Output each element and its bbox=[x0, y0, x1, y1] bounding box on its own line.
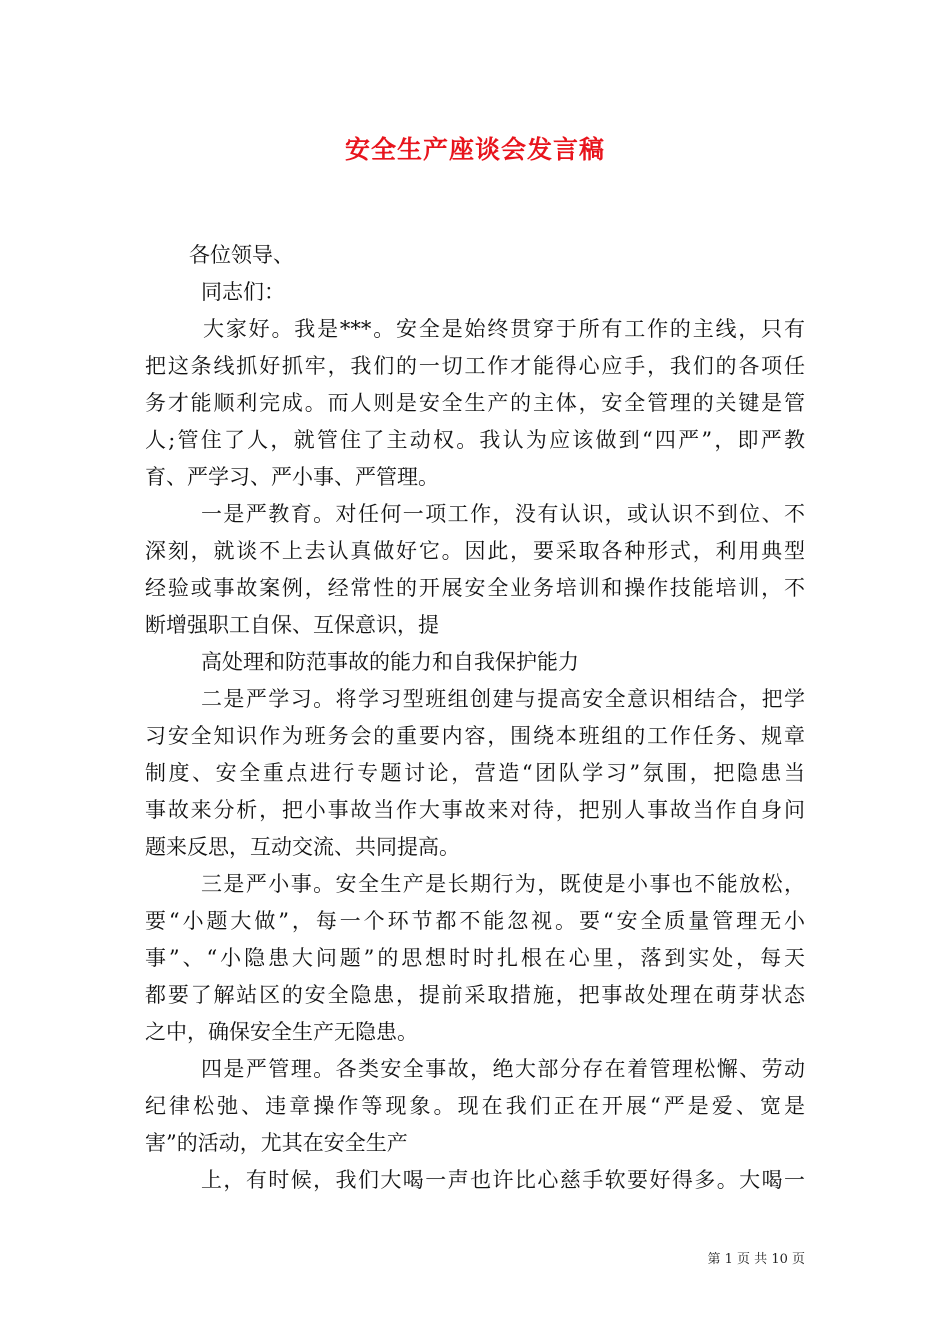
paragraph-line: 事故来分析，把小事故当作大事故来对待，把别人事故当作自身问 bbox=[145, 798, 805, 822]
paragraph-line: 断增强职工自保、互保意识，提 bbox=[145, 613, 439, 637]
paragraph-line: 三是严小事。安全生产是长期行为，既使是小事也不能放松， bbox=[201, 872, 805, 896]
paragraph-line: 害”的活动，尤其在安全生产 bbox=[145, 1131, 408, 1155]
paragraph-line: 习安全知识作为班务会的重要内容，围绕本班组的工作任务、规章 bbox=[145, 724, 805, 748]
page-number: 第 1 页 共 10 页 bbox=[707, 1252, 805, 1267]
paragraph-line: 要“小题大做”，每一个环节都不能忽视。要“安全质量管理无小 bbox=[145, 909, 805, 933]
paragraph-line: 上，有时候，我们大喝一声也许比心慈手软要好得多。大喝一 bbox=[201, 1168, 805, 1192]
paragraph-line: 人;管住了人，就管住了主动权。我认为应该做到“四严”，即严教 bbox=[145, 428, 805, 452]
paragraph-line: 大家好。我是***。安全是始终贯穿于所有工作的主线，只有 bbox=[203, 317, 805, 341]
paragraph-line: 深刻，就谈不上去认真做好它。因此，要采取各种形式，利用典型 bbox=[145, 539, 805, 563]
paragraph-line: 事”、“小隐患大问题”的思想时时扎根在心里，落到实处，每天 bbox=[145, 946, 805, 970]
document-title: 安全生产座谈会发言稿 bbox=[344, 135, 605, 164]
paragraph-line: 纪律松弛、违章操作等现象。现在我们正在开展“严是爱、宽是 bbox=[145, 1094, 805, 1118]
paragraph-line: 四是严管理。各类安全事故，绝大部分存在着管理松懈、劳动 bbox=[201, 1057, 805, 1081]
paragraph-line: 育、严学习、严小事、严管理。 bbox=[145, 465, 439, 489]
paragraph-line: 之中，确保安全生产无隐患。 bbox=[145, 1020, 418, 1044]
paragraph-line: 务才能顺利完成。而人则是安全生产的主体，安全管理的关键是管 bbox=[145, 391, 805, 415]
salutation-line: 各位领导、 bbox=[189, 243, 294, 267]
paragraph-line: 制度、安全重点进行专题讨论，营造“团队学习”氛围，把隐患当 bbox=[145, 761, 805, 785]
paragraph-line: 题来反思，互动交流、共同提高。 bbox=[145, 835, 460, 859]
document-body bbox=[145, 237, 805, 1199]
paragraph-line: 高处理和防范事故的能力和自我保护能力 bbox=[201, 650, 579, 674]
salutation-line: 同志们： bbox=[201, 280, 285, 304]
paragraph-line: 把这条线抓好抓牢，我们的一切工作才能得心应手，我们的各项任 bbox=[145, 354, 805, 378]
paragraph-line: 都要了解站区的安全隐患，提前采取措施，把事故处理在萌芽状态 bbox=[145, 983, 805, 1007]
paragraph-line: 一是严教育。对任何一项工作，没有认识，或认识不到位、不 bbox=[201, 502, 805, 526]
paragraph-line: 经验或事故案例，经常性的开展安全业务培训和操作技能培训，不 bbox=[145, 576, 805, 600]
paragraph-line: 二是严学习。将学习型班组创建与提高安全意识相结合，把学 bbox=[201, 687, 805, 711]
